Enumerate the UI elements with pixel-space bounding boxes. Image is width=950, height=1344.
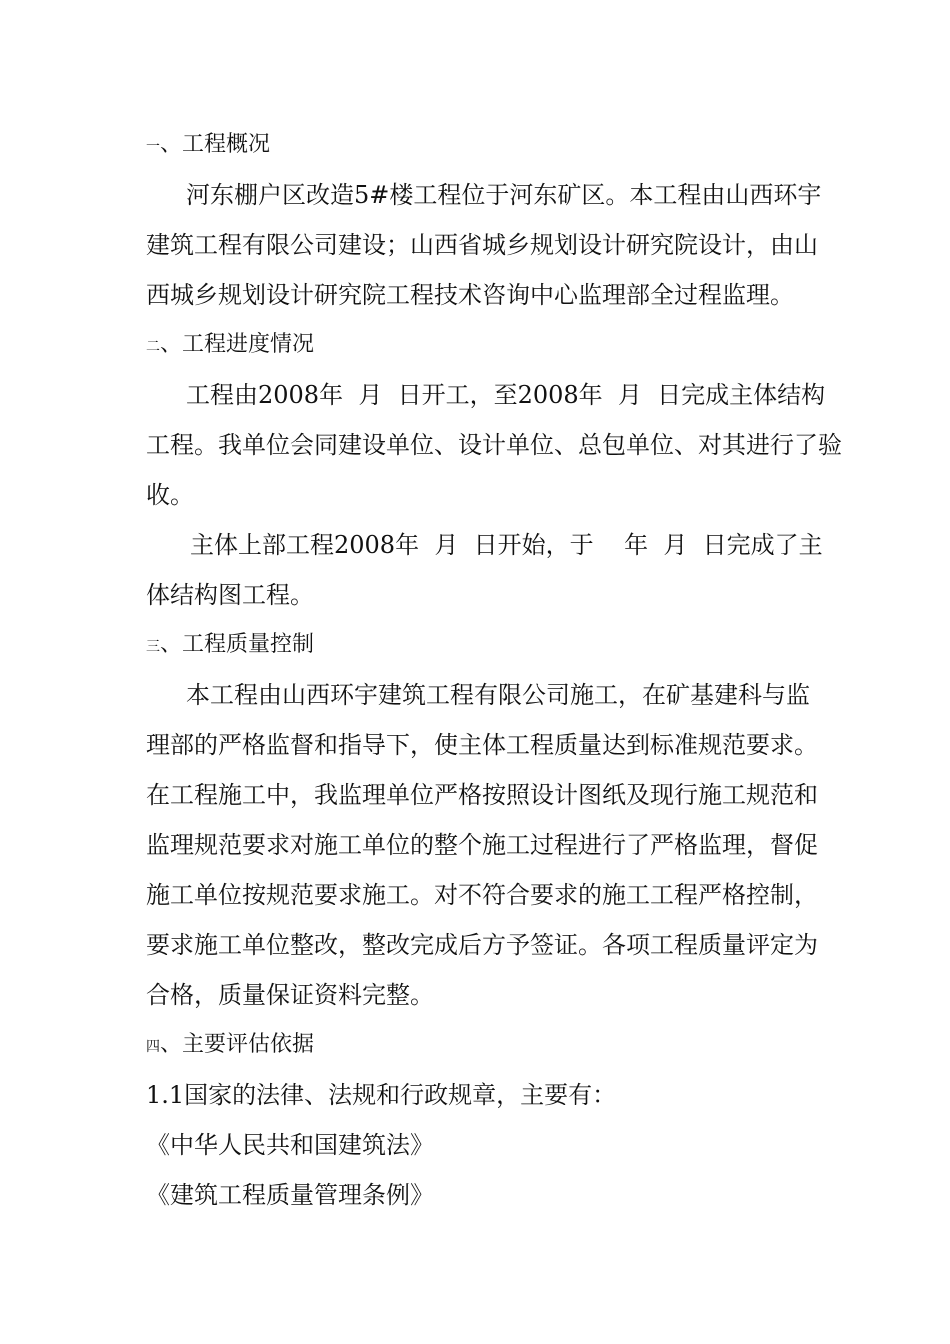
section-heading-overview [146,120,816,170]
paragraph-line: 主体上部工程2008年 月 日开始，于 年 月 日完成了主 [190,531,823,559]
section-heading-basis [146,1020,816,1070]
paragraph-line: 合格，质量保证资料完整。 [146,981,434,1009]
paragraph-line: 要求施工单位整改，整改完成后方予签证。各项工程质量评定为 [146,931,818,959]
paragraph-overview [146,170,822,320]
basis-item-construction-law: 《中华人民共和国建筑法》 [146,1131,434,1159]
heading-text: 、主要评估依据 [160,1032,315,1057]
document-body [146,120,842,1220]
basis-item-quality-regulation: 《建筑工程质量管理条例》 [146,1181,434,1209]
heading-number: 三 [146,639,160,655]
section-heading-progress [146,320,816,370]
heading-number: 一 [146,139,160,155]
basis-intro-line: 1.1国家的法律、法规和行政规章，主要有： [146,1081,617,1109]
paragraph-line: 工程。我单位会同建设单位、设计单位、总包单位、对其进行了验 [146,431,842,459]
heading-text: 、工程质量控制 [160,632,315,657]
paragraph-progress-main [146,520,823,620]
paragraph-progress-start [146,370,842,520]
heading-text: 、工程进度情况 [160,332,315,357]
paragraph-line: 在工程施工中，我监理单位严格按照设计图纸及现行施工规范和 [146,781,818,809]
paragraph-line: 本工程由山西环宇建筑工程有限公司施工，在矿基建科与监 [186,681,810,709]
section-heading-quality [146,620,816,670]
heading-text: 、工程概况 [160,132,271,157]
paragraph-line: 监理规范要求对施工单位的整个施工过程进行了严格监理，督促 [146,831,818,859]
paragraph-line: 建筑工程有限公司建设；山西省城乡规划设计研究院设计，由山 [146,231,818,259]
paragraph-line: 工程由2008年 月 日开工，至2008年 月 日完成主体结构 [186,381,826,409]
heading-number: 四 [146,1039,160,1055]
heading-number: 二 [146,339,160,355]
paragraph-quality [146,670,816,1020]
paragraph-line: 西城乡规划设计研究院工程技术咨询中心监理部全过程监理。 [146,281,794,309]
paragraph-line: 收。 [146,481,194,509]
paragraph-line: 体结构图工程。 [146,581,314,609]
paragraph-line: 施工单位按规范要求施工。对不符合要求的施工工程严格控制， [146,881,818,909]
paragraph-line: 河东棚户区改造5#楼工程位于河东矿区。本工程由山西环宇 [186,181,822,209]
paragraph-line: 理部的严格监督和指导下，使主体工程质量达到标准规范要求。 [146,731,818,759]
